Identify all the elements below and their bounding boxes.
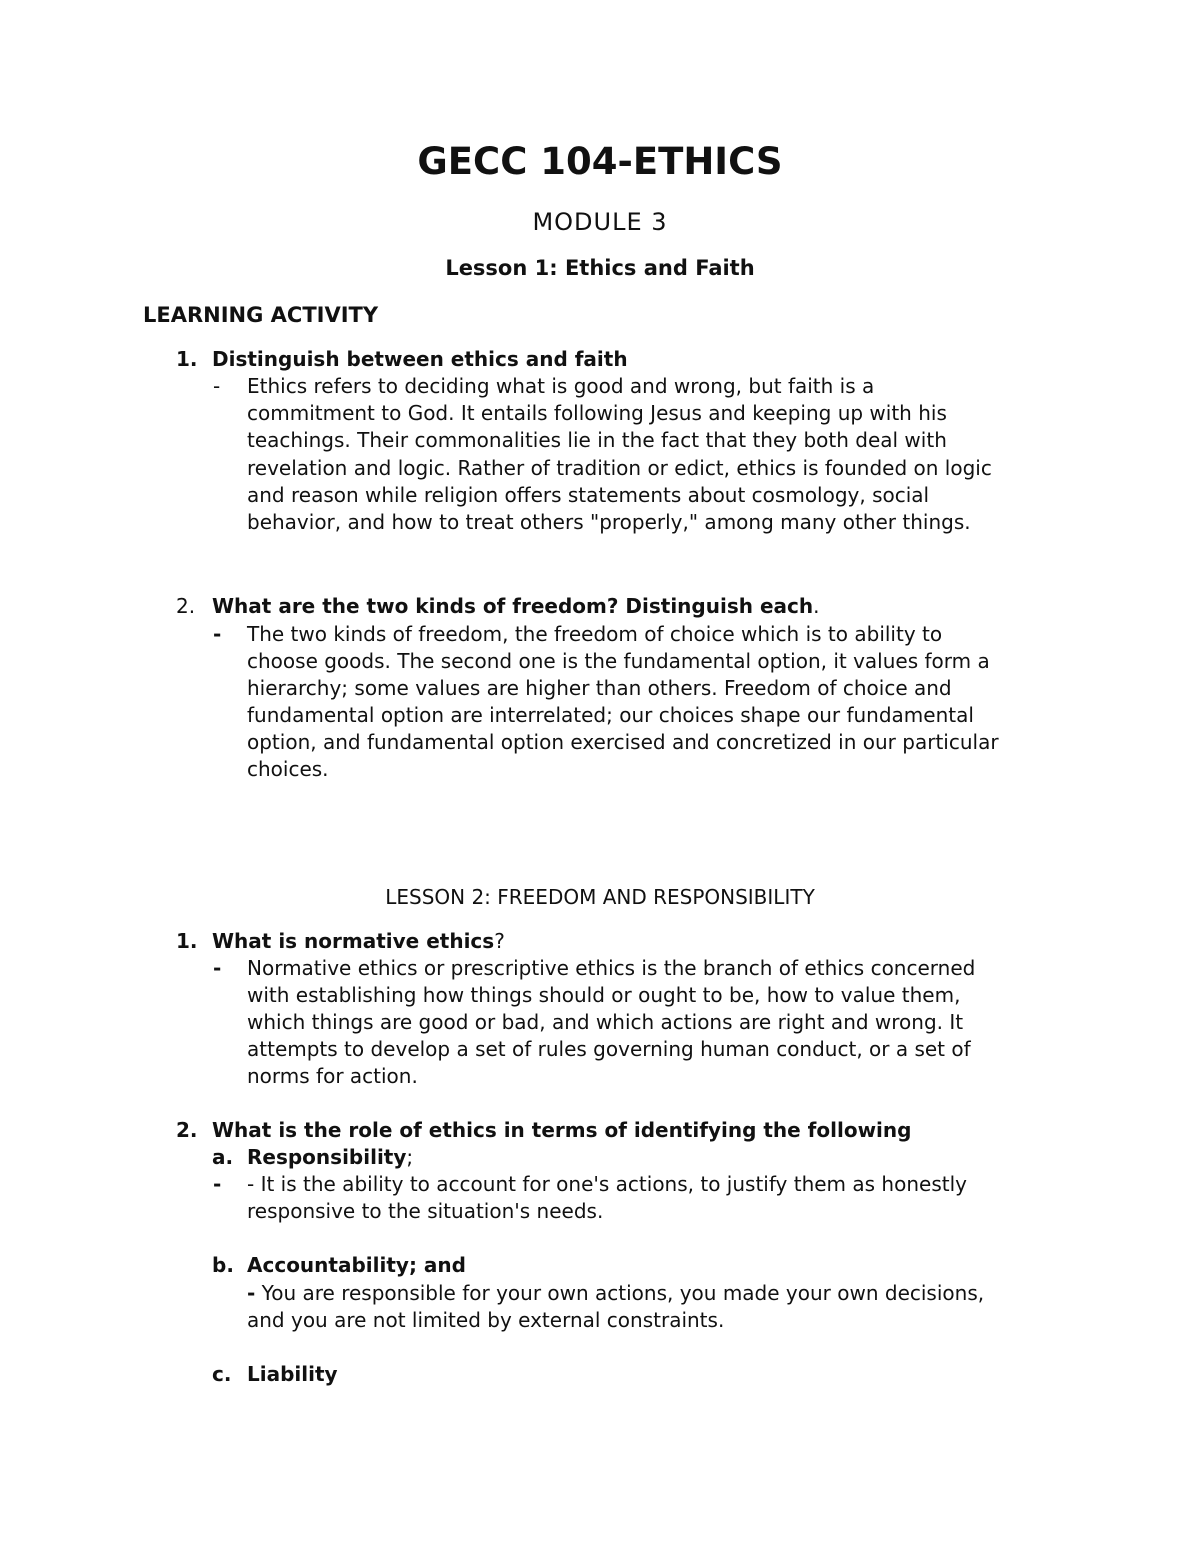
l1-q1-number: 1. xyxy=(176,347,198,371)
l2-q2b-answer-line: and you are not limited by external constraints. xyxy=(247,1308,725,1332)
learning-activity-heading: LEARNING ACTIVITY xyxy=(143,303,379,327)
l2-q2b-label: Accountability; and xyxy=(247,1253,466,1277)
l1-q1-answer-line: revelation and logic. Rather of tradition or edict, ethics is founded on logic xyxy=(247,456,992,480)
l2-q1-question-text: What is normative ethics xyxy=(212,929,495,953)
l2-q2a-label-tail: ; xyxy=(406,1145,414,1169)
l2-q2-number: 2. xyxy=(176,1118,198,1142)
l1-q2-answer-line: choose goods. The second one is the fundamental option, it values form a xyxy=(247,649,990,673)
l2-q1-answer-line: with establishing how things should or ought to be, how to value them, xyxy=(247,983,961,1007)
l2-q2a-answer-line: responsive to the situation's needs. xyxy=(247,1199,604,1223)
l2-q2a-letter: a. xyxy=(212,1145,234,1169)
l2-q2c-label: Liability xyxy=(247,1362,338,1386)
l1-q1-answer-line: Ethics refers to deciding what is good and wrong, but faith is a xyxy=(247,374,875,398)
l2-q1-answer-line: Normative ethics or prescriptive ethics is the branch of ethics concerned xyxy=(247,956,976,980)
l2-q1-answer-line: which things are good or bad, and which actions are right and wrong. It xyxy=(247,1010,964,1034)
l2-q1-answer-line: attempts to develop a set of rules governing human conduct, or a set of xyxy=(247,1037,971,1061)
l1-q2-answer-line: fundamental option are interrelated; our choices shape our fundamental xyxy=(247,703,974,727)
l1-q2-dash: - xyxy=(213,622,222,646)
l1-q2-question xyxy=(212,594,819,618)
l2-q1-answer-line: norms for action. xyxy=(247,1064,418,1088)
module-heading: MODULE 3 xyxy=(532,208,668,236)
l2-q2c-letter: c. xyxy=(212,1362,232,1386)
l2-q2a-label-text: Responsibility xyxy=(247,1145,407,1169)
l1-q1-answer-line: behavior, and how to treat others "properly," among many other things. xyxy=(247,510,971,534)
l2-q2b-dash: - xyxy=(247,1281,256,1305)
l2-q1-question-tail: ? xyxy=(494,929,505,953)
l2-q1-number: 1. xyxy=(176,929,198,953)
l1-q1-dash: - xyxy=(213,374,221,398)
l1-q2-answer-line: hierarchy; some values are higher than others. Freedom of choice and xyxy=(247,676,952,700)
l2-q2b-answer-first-text: You are responsible for your own actions, you made your own decisions, xyxy=(255,1281,985,1305)
lesson1-heading: Lesson 1: Ethics and Faith xyxy=(445,256,755,280)
l1-q1-answer-line: commitment to God. It entails following Jesus and keeping up with his xyxy=(247,401,947,425)
l2-q2a-answer-line: - It is the ability to account for one's actions, to justify them as honestly xyxy=(247,1172,967,1196)
document-title: GECC 104-ETHICS xyxy=(417,140,783,183)
l1-q1-question: Distinguish between ethics and faith xyxy=(212,347,628,371)
l1-q2-question-text: What are the two kinds of freedom? Distinguish each xyxy=(212,594,814,618)
l1-q1-answer-line: and reason while religion offers statements about cosmology, social xyxy=(247,483,930,507)
lesson2-heading: LESSON 2: FREEDOM AND RESPONSIBILITY xyxy=(385,885,815,909)
l1-q2-answer-line: option, and fundamental option exercised and concretized in our particular xyxy=(247,730,999,754)
l2-q2a-dash: - xyxy=(213,1172,222,1196)
l2-q1-dash: - xyxy=(213,956,222,980)
l1-q2-answer-line: choices. xyxy=(247,757,329,781)
l2-q1-question xyxy=(212,929,505,953)
l2-q2b-answer-first-line xyxy=(247,1281,984,1305)
l1-q1-answer-line: teachings. Their commonalities lie in the fact that they both deal with xyxy=(247,428,947,452)
l2-q2a-label xyxy=(247,1145,413,1169)
l2-q2-question: What is the role of ethics in terms of identifying the following xyxy=(212,1118,912,1142)
l2-q2b-letter: b. xyxy=(212,1253,234,1277)
l1-q2-answer-line: The two kinds of freedom, the freedom of choice which is to ability to xyxy=(247,622,943,646)
l1-q2-question-tail: . xyxy=(813,594,820,618)
l1-q2-number: 2. xyxy=(176,594,196,618)
